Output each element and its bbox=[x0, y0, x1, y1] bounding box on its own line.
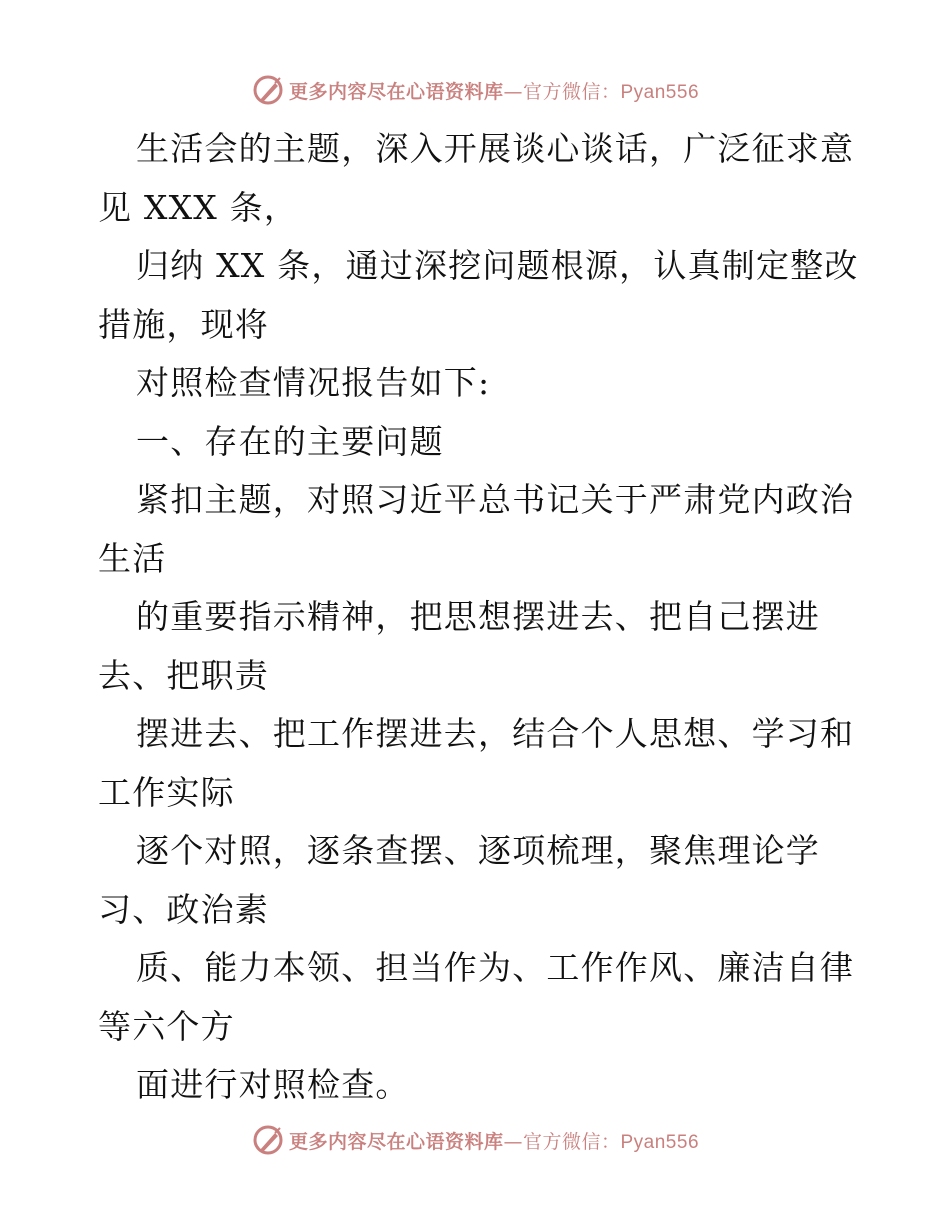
pen-logo-icon bbox=[251, 1123, 285, 1157]
paragraph-line: 质、能力本领、担当作为、工作作风、廉洁自律 bbox=[136, 948, 855, 987]
paragraph-line: 工作实际 bbox=[98, 772, 235, 812]
paragraph-line: 逐个对照，逐条查摆、逐项梳理，聚焦理论学 bbox=[136, 831, 820, 870]
paragraph-line: 摆进去、把工作摆进去，结合个人思想、学习和 bbox=[136, 714, 855, 753]
paragraph-line: 习、政治素 bbox=[98, 889, 269, 929]
paragraph-line: 等六个方 bbox=[98, 1006, 235, 1046]
paragraph-line: 生活会的主题，深入开展谈心谈话，广泛征求意 bbox=[136, 129, 855, 168]
paragraph-line: 面进行对照检查。 bbox=[136, 1065, 410, 1104]
paragraph-line: 生活 bbox=[98, 538, 167, 578]
section-heading: 一、存在的主要问题 bbox=[136, 421, 444, 461]
paragraph-line: 归纳 XX 条，通过深挖问题根源，认真制定整改 bbox=[136, 246, 859, 285]
document-body bbox=[98, 120, 858, 1115]
header-watermark bbox=[0, 72, 950, 108]
watermark-text: 更多内容尽在心语资料库—官方微信：Pyan556 bbox=[288, 1130, 700, 1153]
paragraph-line: 的重要指示精神，把思想摆进去、把自己摆进 bbox=[136, 597, 820, 636]
footer-watermark bbox=[0, 1122, 950, 1158]
watermark-text: 更多内容尽在心语资料库—官方微信：Pyan556 bbox=[288, 80, 700, 103]
paragraph-line: 去、把职责 bbox=[98, 655, 269, 695]
paragraph-line: 措施，现将 bbox=[98, 304, 269, 344]
paragraph-line: 见 XXX 条， bbox=[98, 187, 299, 227]
paragraph-line: 对照检查情况报告如下: bbox=[136, 363, 491, 402]
pen-logo-icon bbox=[251, 73, 285, 107]
paragraph-line: 紧扣主题，对照习近平总书记关于严肃党内政治 bbox=[136, 480, 855, 519]
